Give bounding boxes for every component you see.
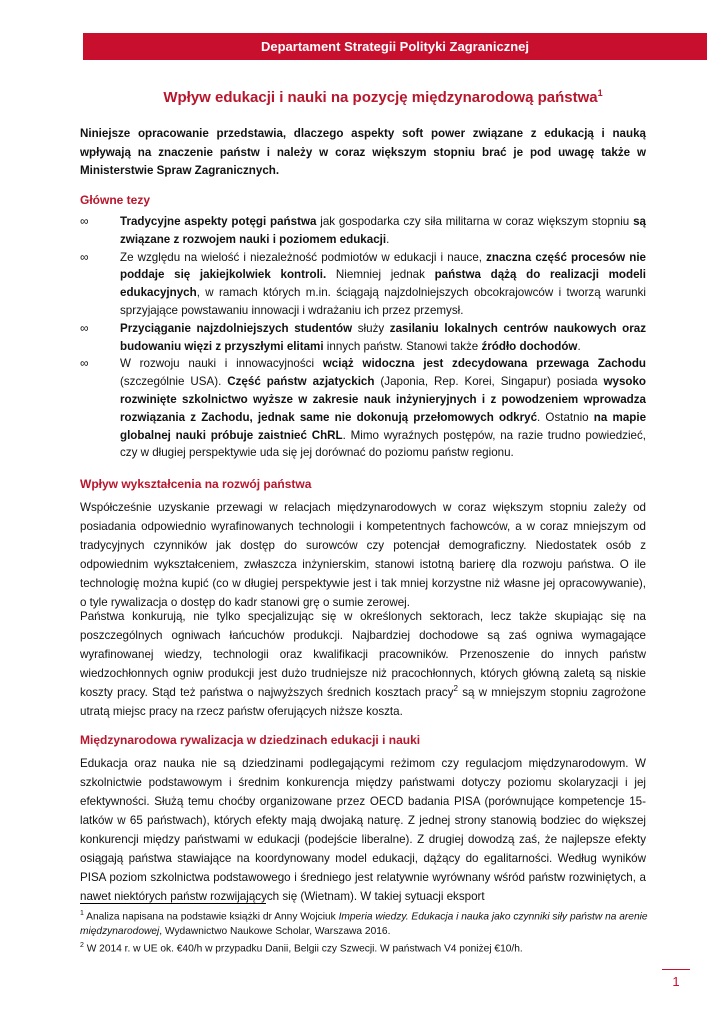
bullet-icon: ∞ — [80, 249, 89, 264]
thesis-emphasis: Część państw azjatyckich — [227, 375, 375, 389]
document-title — [83, 88, 683, 106]
paragraph-text-continued: są w mniejszym stopniu zagrożone utratą miejsc pracy na rzecz państw oferujących niższe koszta. — [80, 686, 646, 718]
intro-paragraph: Niniejsze opracowanie przedstawia, dlaczego aspekty soft power związane z edukacją i nauką wpływają na znaczenie państw i należy w coraz większym stopniu brać je pod uwagę także w Ministerstwie Spraw Zagranicznych. — [80, 127, 646, 177]
section-education-impact-paragraph-1: Współcześnie uzyskanie przewagi w relacjach międzynarodowych w coraz większym stopniu zależy od posiadania odpowiednio wyrafinowanych technologii i kompetentnych fachowców, a w coraz mniejszym od tradycyjnych czynników jak dostęp do surowców czy potencjał demograficzny. Niedostatek osób z odpowiednim wykształceniem, zwłaszcza inżynierskim, stanowi istotną barierę dla rozwoju państwa. O ile technologię można kupić (co w długiej perspektywie jest i tak mniej korzystne niż własne jej opracowywanie), o tyle rywalizacja o dostęp do kadr stanowi grę o sumie zerowej. — [80, 501, 646, 609]
thesis-emphasis: wysoko rozwinięte szkolnictwo wyższe w zakresie nauk inżynieryjnych i z powodzeniem wprowadza rozwiązania z Zachodu, jednak same nie dokonują przełomowych odkryć — [120, 375, 647, 424]
bullet-icon: ∞ — [80, 214, 89, 228]
department-banner — [83, 33, 707, 60]
bullet-icon: ∞ — [80, 320, 89, 335]
bullet-icon: ∞ — [80, 356, 89, 371]
thesis-text: . Ostatnio — [537, 410, 594, 424]
footnote-1 — [80, 907, 670, 939]
thesis-emphasis: na mapie globalnej nauki próbuje zaistnieć ChRL — [120, 410, 647, 442]
thesis-emphasis: zasilaniu lokalnych centrów naukowych oraz budowaniu więzi z przyszłymi elitami — [120, 321, 647, 353]
thesis-emphasis: źródło dochodów — [481, 339, 578, 353]
thesis-text: , w ramach których m.in. ściągają najzdolniejszych obcokrajowców i tworzą warunki sprzyjające powstawaniu innowacji i wdrażaniu ich przez przemysł. — [120, 286, 646, 317]
thesis-item — [80, 355, 646, 462]
thesis-text: innych państw. Stanowi także — [323, 339, 482, 353]
thesis-text: (szczególnie USA). — [120, 375, 228, 389]
footnotes — [80, 907, 670, 956]
section-education-impact-paragraph-2 — [80, 607, 646, 721]
page-number: 1 — [672, 974, 680, 989]
thesis-text: . — [386, 232, 390, 246]
footnote-2-marker: 2 — [80, 941, 84, 949]
theses-heading: Główne tezy — [80, 193, 151, 207]
thesis-emphasis: Tradycyjne aspekty potęgi państwa — [120, 215, 317, 228]
thesis-emphasis: są związane z rozwojem nauki i poziomem edukacji — [120, 215, 646, 246]
footnote-1-marker: 1 — [80, 910, 84, 917]
thesis-text: Niemniej jednak — [326, 268, 435, 282]
section-rivalry-paragraph-1: Edukacja oraz nauka nie są dziedzinami podlegającymi reżimom czy regulacjom międzynarodowym. W szkolnictwie podstawowym i średnim konkurencja między państwami dotyczy poziomu skolaryzacji i jej efektywności. Służą temu choćby organizowane przez OECD badania PISA (porównujące kompetencje 15-latków w 65 państwach), których efekty mają dwojaką naturę. Z jednej strony stanowią bodziec do większej konkurencji między państwami w edukacji (podejście liberalne). Z drugiej dowodzą zaś, że najlepsze efekty osiągają państwa stawiające na koordynowany model edukacji, dążący do egalitarności. Według wyników PISA poziom szkolnictwa podstawowego i średniego jest relatywnie wyrównany wśród państw rozwiniętych, a nawet niektórych państw rozwijających się (Wietnam). W takiej sytuacji eksport — [80, 757, 646, 903]
footnote-2 — [80, 939, 670, 957]
thesis-item — [80, 320, 646, 356]
thesis-text: (Japonia, Rep. Korei, Singapur) posiada — [374, 375, 604, 389]
banner-text: Departament Strategii Polityki Zagranicznej — [260, 39, 530, 54]
theses-list — [80, 213, 646, 462]
thesis-emphasis: znaczna część procesów nie poddaje się jakiejkolwiek kontroli. — [120, 250, 646, 282]
thesis-item — [80, 249, 646, 320]
footnote-1-publisher: , Wydawnictwo Naukowe Scholar, Warszawa 2016. — [159, 925, 391, 937]
footnote-2-text: W 2014 r. w UE ok. €40/h w przypadku Danii, Belgii czy Szwecji. W państwach V4 poniżej €10/h. — [83, 943, 523, 955]
thesis-item — [80, 213, 646, 249]
thesis-text: . — [577, 339, 581, 353]
footnote-separator — [80, 903, 266, 904]
title-footnote-ref[interactable]: 1 — [597, 88, 603, 98]
section-rivalry-heading: Międzynarodowa rywalizacja w dziedzinach edukacji i nauki — [80, 733, 421, 747]
thesis-emphasis: państwa dążą do realizacji modeli edukacyjnych — [120, 268, 646, 300]
thesis-text: służy — [352, 321, 390, 335]
footnote-ref-2[interactable]: 2 — [453, 684, 458, 694]
paragraph-text: Państwa konkurują, nie tylko specjalizując się w określonych sektorach, lecz także skupiając się na poszczególnych ogniwach łańcuchów produkcji. Najbardziej dochodowe są zaś ogniwa wymagające wyrafinowanej wiedzy, technologii oraz kwalifikacji pracowników. Przenoszenie do innych państw wiedzochłonnych ogniw produkcji jest dużo trudniejsze niż pracochłonnych, których główną zaletą są niskie koszty pracy. Stąd też państwa o najwyższych średnich kosztach pracy — [80, 610, 646, 699]
footnote-1-text: Analiza napisana na podstawie książki dr Anny Wojciuk — [83, 911, 339, 923]
thesis-text: jak gospodarka czy siła militarna w coraz większym stopniu — [316, 215, 634, 228]
thesis-emphasis: wciąż widoczna jest zdecydowana przewaga Zachodu — [322, 357, 647, 371]
thesis-text: W rozwoju nauki i innowacyjności — [120, 357, 323, 371]
thesis-text: Ze względu na wielość i niezależność podmiotów w edukacji i nauce, — [120, 250, 487, 264]
thesis-text: . Mimo wyraźnych postępów, na razie trudno powiedzieć, czy w długiej perspektywie uda się jej dorównać do poziomu państw regionu. — [120, 428, 646, 460]
page-number-rule — [662, 969, 690, 970]
footnote-1-book-title: Imperia wiedzy. Edukacja i nauka jako czynniki siły państw na arenie międzynarodowej — [80, 911, 648, 937]
section-education-impact-heading: Wpływ wykształcenia na rozwój państwa — [80, 477, 312, 491]
title-text: Wpływ edukacji i nauki na pozycję międzynarodową państwa — [163, 89, 598, 106]
thesis-emphasis: Przyciąganie najzdolniejszych studentów — [120, 321, 353, 335]
